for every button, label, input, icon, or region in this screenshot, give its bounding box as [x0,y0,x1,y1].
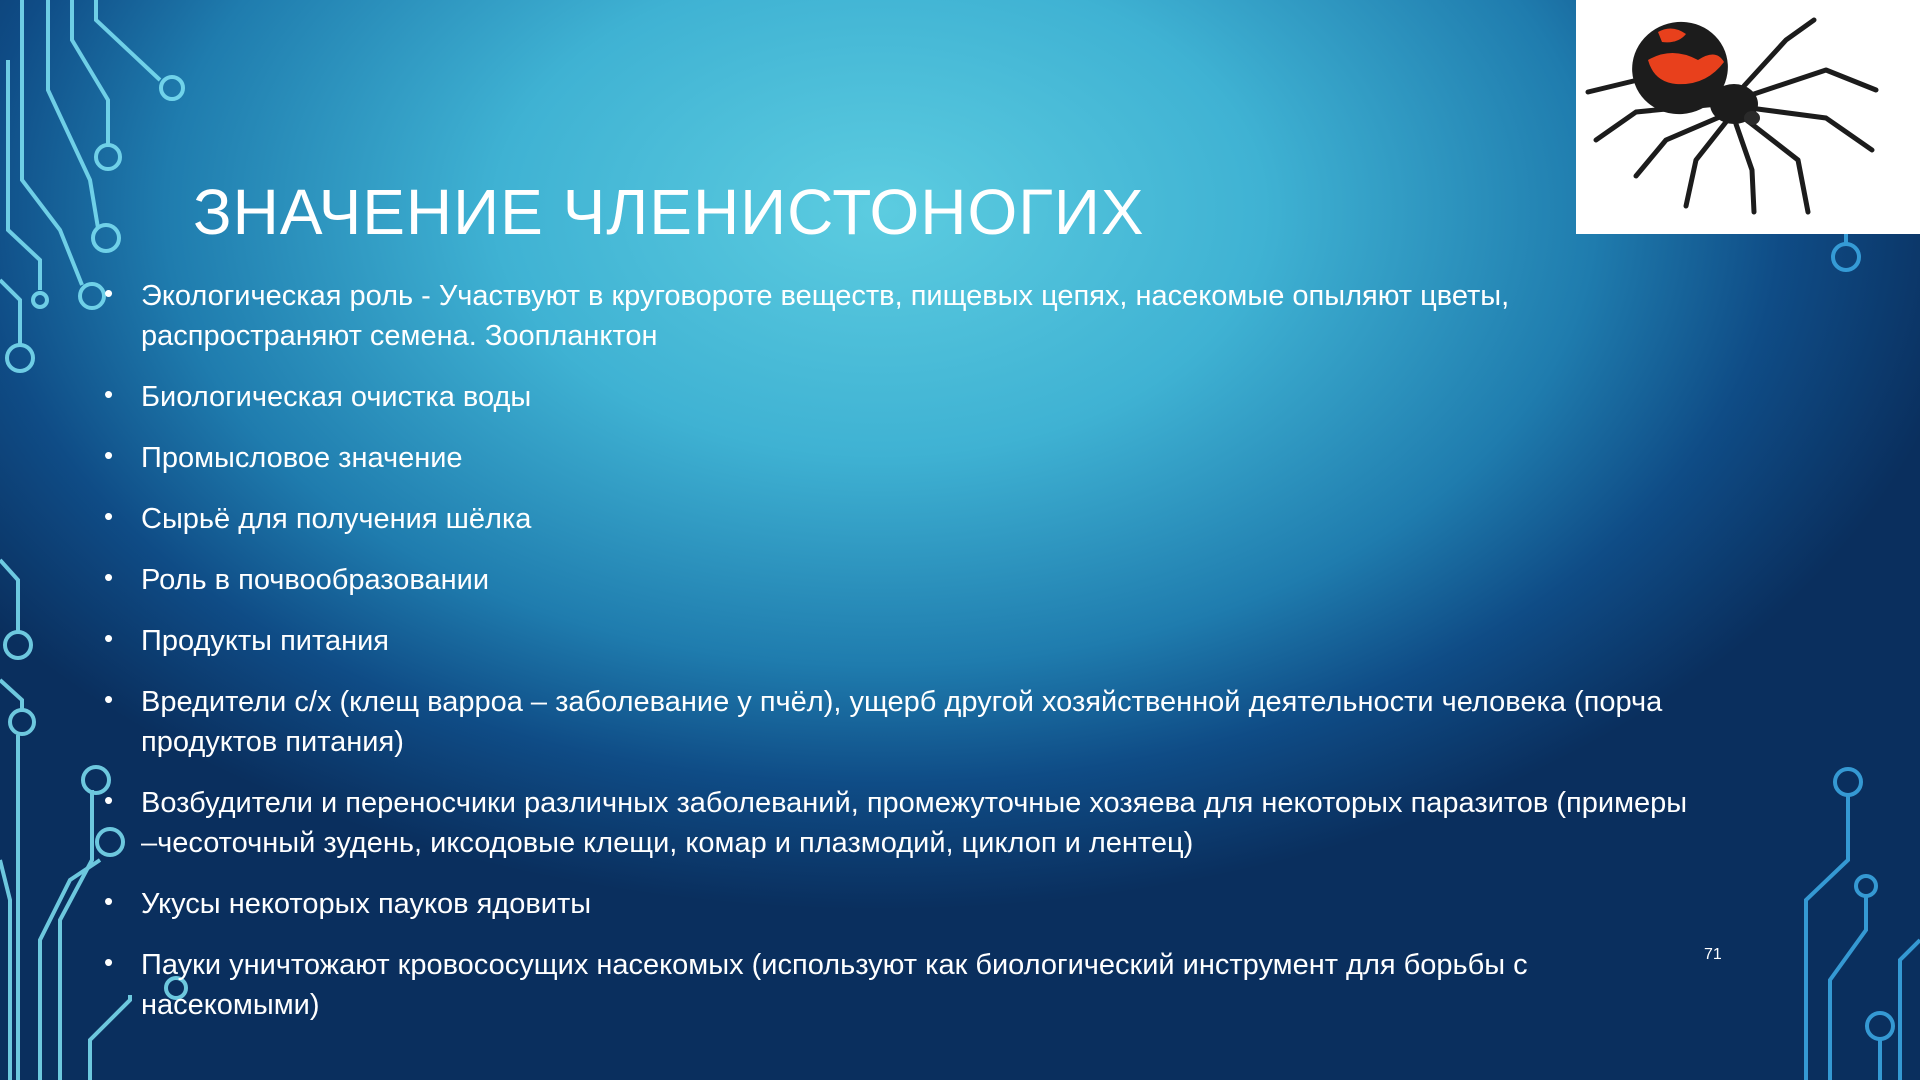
bullet-icon: • [104,501,114,531]
bullet-text: Сырьё для получения шёлка [141,503,532,535]
bullet-icon: • [104,562,114,592]
bullet-icon: • [104,440,114,470]
list-item [104,560,1704,600]
list-item [104,377,1704,417]
spider-photo [1576,0,1920,234]
spider-icon [1576,0,1920,234]
slide-title: ЗНАЧЕНИЕ ЧЛЕНИСТОНОГИХ [193,176,1145,248]
bullet-text: Экологическая роль - Участвуют в круговороте веществ, пищевых цепях, насекомые опыляют цветы, распространяют семена. Зоопланктон [141,280,1510,352]
list-item [104,682,1704,762]
bullet-text: Пауки уничтожают кровососущих насекомых (используют как биологический инструмент для борьбы с насекомыми) [141,949,1528,1021]
bullet-icon: • [104,947,114,977]
list-item [104,621,1704,661]
bullet-text: Биологическая очистка воды [141,381,532,413]
bullet-icon: • [104,278,114,308]
page-number: 71 [1704,946,1722,963]
bullet-icon: • [104,785,114,815]
bullet-icon: • [104,379,114,409]
bullet-icon: • [104,886,114,916]
bullet-text: Роль в почвообразовании [141,564,490,596]
list-item [104,783,1704,863]
list-item [104,945,1704,1025]
list-item [104,499,1704,539]
bullet-text: Вредители с/х (клещ варроа – заболевание у пчёл), ущерб другой хозяйственной деятельности человека (порча продуктов питания) [141,686,1663,758]
list-item [104,884,1704,924]
list-item [104,438,1704,478]
bullet-icon: • [104,684,114,714]
bullet-list [104,276,1704,1046]
bullet-text: Возбудители и переносчики различных заболеваний, промежуточные хозяева для некоторых паразитов (примеры –чесоточный зудень, иксодовые клещи, комар и плазмодий, циклоп и лентец) [141,787,1688,859]
bullet-text: Продукты питания [141,625,389,657]
bullet-icon: • [104,623,114,653]
bullet-text: Промысловое значение [141,442,463,474]
list-item [104,276,1704,356]
bullet-text: Укусы некоторых пауков ядовиты [141,888,592,920]
